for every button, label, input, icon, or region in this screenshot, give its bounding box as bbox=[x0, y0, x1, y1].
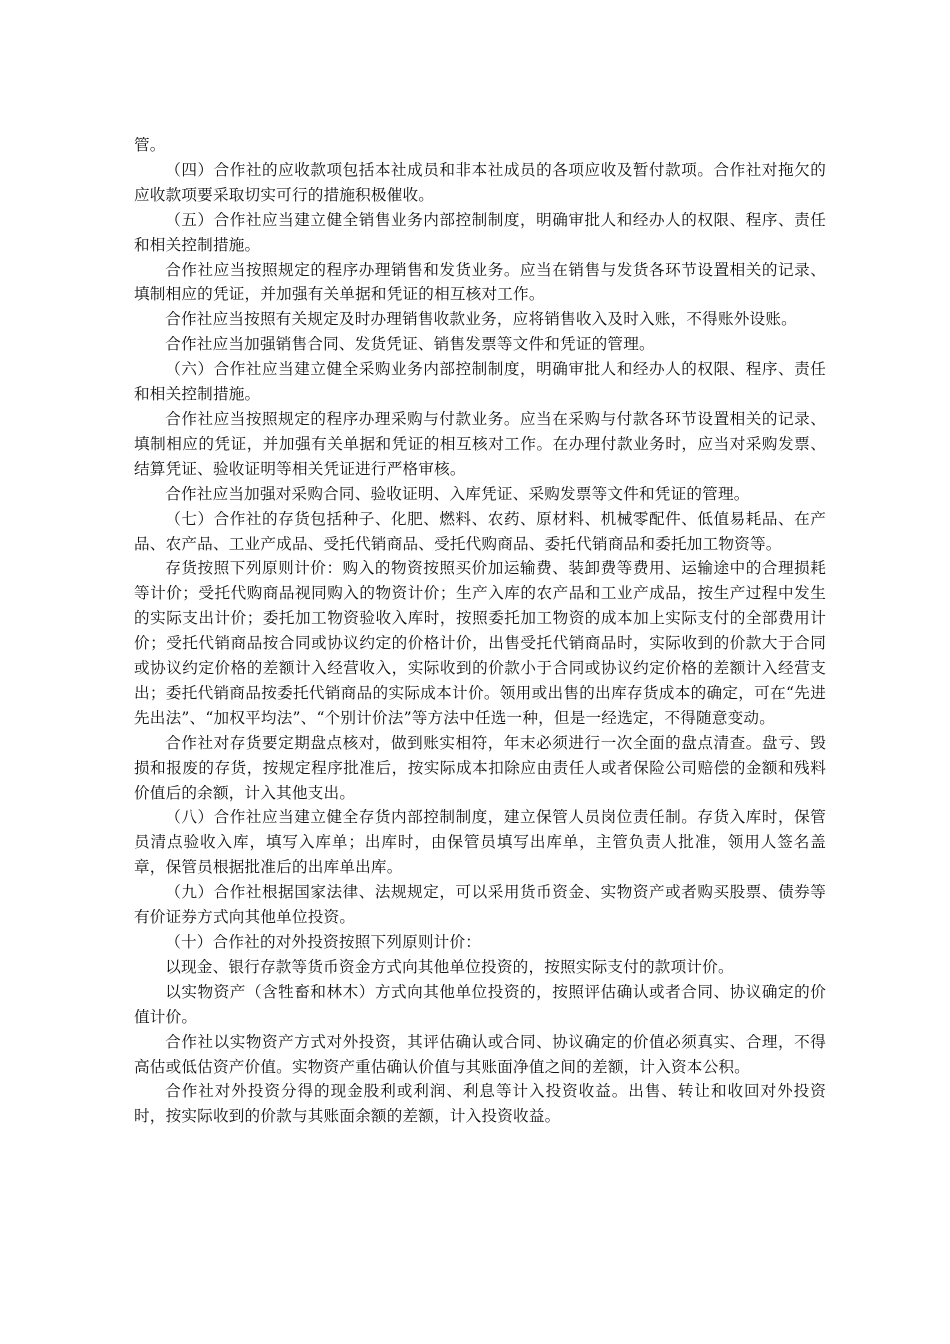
paragraph: （五）合作社应当建立健全销售业务内部控制制度，明确审批人和经办人的权限、程序、责任和相关控制措施。 bbox=[134, 210, 826, 254]
paragraph: （六）合作社应当建立健全采购业务内部控制制度，明确审批人和经办人的权限、程序、责任和相关控制措施。 bbox=[134, 360, 826, 404]
paragraph: （九）合作社根据国家法律、法规规定，可以采用货币资金、实物资产或者购买股票、债券等有价证券方式向其他单位投资。 bbox=[134, 883, 826, 927]
paragraph: （四）合作社的应收款项包括本社成员和非本社成员的各项应收及暂付款项。合作社对拖欠的应收款项要采取切实可行的措施积极催收。 bbox=[134, 160, 826, 204]
paragraph: 存货按照下列原则计价：购入的物资按照买价加运输费、装卸费等费用、运输途中的合理损耗等计价；受托代购商品视同购入的物资计价；生产入库的农产品和工业产成品，按生产过程中发生的实际支出计价；委托加工物资验收入库时，按照委托加工物资的成本加上实际支付的全部费用计价；受托代销商品按合同或协议约定的价格计价，出售受托代销商品时，实际收到的价款大于合同或协议约定价格的差额计入经营收入，实际收到的价款小于合同或协议约定价格的差额计入经营支出；委托代销商品按委托代销商品的实际成本计价。领用或出售的出库存货成本的确定，可在“先进先出法”、“加权平均法”、“个别计价法”等方法中任选一种，但是一经选定，不得随意变动。 bbox=[134, 559, 826, 727]
paragraph: 合作社应当加强对采购合同、验收证明、入库凭证、采购发票等文件和凭证的管理。 bbox=[165, 484, 750, 503]
paragraph: 合作社应当按照规定的程序办理销售和发货业务。应当在销售与发货各环节设置相关的记录、填制相应的凭证，并加强有关单据和凭证的相互核对工作。 bbox=[134, 260, 826, 304]
paragraph: 管。 bbox=[134, 136, 166, 154]
paragraph: 合作社应当按照有关规定及时办理销售收款业务，应将销售收入及时入账，不得账外设账。 bbox=[165, 310, 797, 329]
paragraph: 合作社以实物资产方式对外投资，其评估确认或合同、协议确定的价值必须真实、合理，不得高估或低估资产价值。实物资产重估确认价值与其账面净值之间的差额，计入资本公积。 bbox=[134, 1032, 826, 1076]
paragraph: （十）合作社的对外投资按照下列原则计价： bbox=[165, 933, 482, 951]
paragraph: 以现金、银行存款等货币资金方式向其他单位投资的，按照实际支付的款项计价。 bbox=[165, 957, 734, 976]
paragraph: 合作社应当按照规定的程序办理采购与付款业务。应当在采购与付款各环节设置相关的记录、填制相应的凭证，并加强有关单据和凭证的相互核对工作。在办理付款业务时，应当对采购发票、结算凭证、验收证明等相关凭证进行严格审核。 bbox=[134, 409, 826, 478]
document-body bbox=[134, 133, 826, 1129]
paragraph: 以实物资产（含牲畜和林木）方式向其他单位投资的，按照评估确认或者合同、协议确定的价值计价。 bbox=[134, 982, 826, 1026]
paragraph: 合作社对存货要定期盘点核对，做到账实相符，年末必须进行一次全面的盘点清查。盘亏、毁损和报废的存货，按规定程序批准后，按实际成本扣除应由责任人或者保险公司赔偿的金额和残料价值后的余额，计入其他支出。 bbox=[134, 733, 826, 802]
paragraph: （七）合作社的存货包括种子、化肥、燃料、农药、原材料、机械零配件、低值易耗品、在产品、农产品、工业产成品、受托代销商品、受托代购商品、委托代销商品和委托加工物资等。 bbox=[134, 509, 826, 553]
paragraph: 合作社对外投资分得的现金股利或利润、利息等计入投资收益。出售、转让和收回对外投资时，按实际收到的价款与其账面余额的差额，计入投资收益。 bbox=[134, 1082, 826, 1126]
paragraph: （八）合作社应当建立健全存货内部控制制度，建立保管人员岗位责任制。存货入库时，保管员清点验收入库，填写入库单；出库时，由保管员填写出库单，主管负责人批准，领用人签名盖章，保管员根据批准后的出库单出库。 bbox=[134, 808, 826, 877]
paragraph: 合作社应当加强销售合同、发货凭证、销售发票等文件和凭证的管理。 bbox=[165, 335, 655, 354]
